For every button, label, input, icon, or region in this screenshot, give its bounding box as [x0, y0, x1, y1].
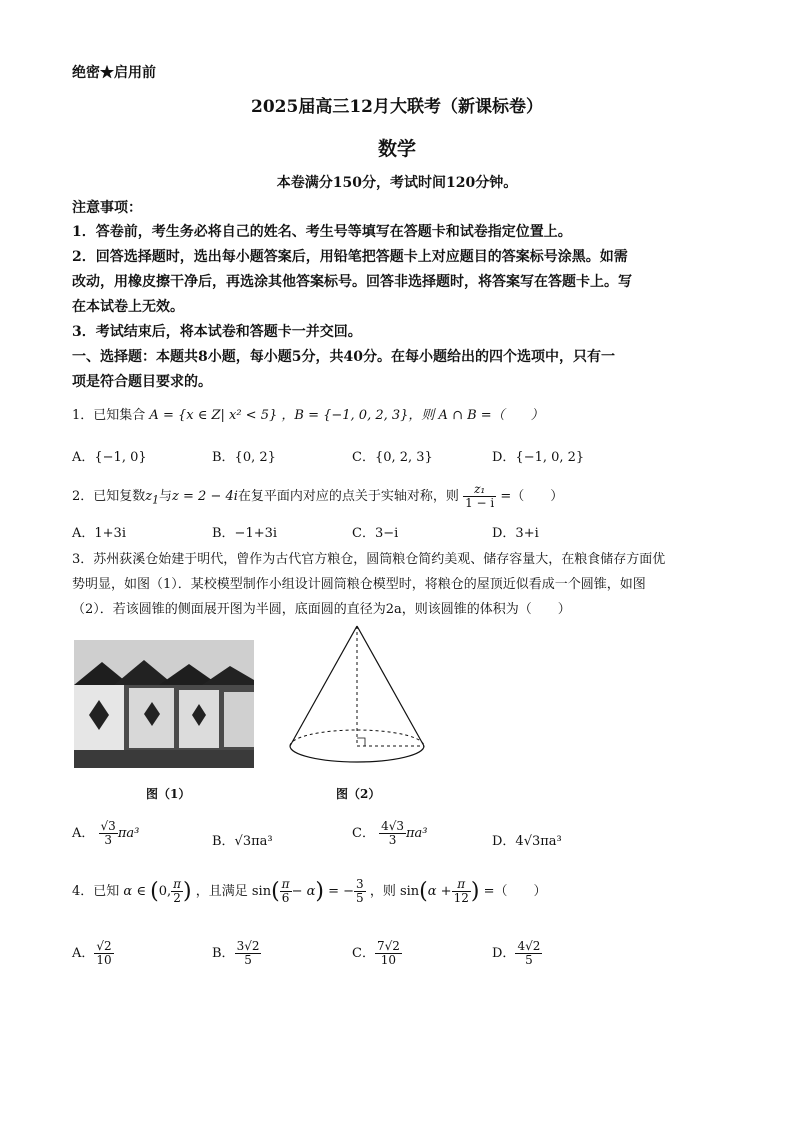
q2-equation: z = 2 − 4i [172, 489, 238, 505]
q4-end: =（ ） [483, 884, 547, 900]
q4-mid: ，且满足 sin [195, 884, 272, 900]
q2-frac-den: 1 − i [465, 496, 495, 511]
q3-option-c-tail: πa³ [406, 826, 428, 842]
q2-fraction [463, 483, 496, 510]
figure-2-caption: 图（2） [336, 787, 381, 801]
q3-option-a-tail: πa³ [117, 826, 140, 842]
q4-option-b-num: 3√2 [236, 939, 260, 953]
q4-option-a [72, 940, 114, 967]
q3-option-a-num: √3 [100, 819, 116, 833]
notice-line-3: 改动，用橡皮擦干净后，再选涂其他答案标号。回答非选择题时，将答案写在答题卡上。写 [72, 274, 632, 290]
q3-option-c-label: C． [352, 826, 375, 842]
q2-mid: 与 [159, 489, 173, 505]
q2-option-d: D．3+i [492, 526, 539, 541]
q4-interval-left: 0, [158, 884, 172, 900]
q4-option-c-num: 7√2 [376, 939, 400, 953]
q4-option-d-num: 4√2 [517, 939, 541, 953]
q3-option-c-num: 4√3 [381, 819, 405, 833]
q4-option-a-den: 10 [96, 953, 112, 968]
notice-line-4: 在本试卷上无效。 [72, 299, 184, 315]
q3-option-a-den: 3 [104, 833, 112, 848]
q2-z1: $z_1$ [145, 489, 160, 507]
q4-option-a-num: √2 [96, 939, 112, 953]
q2-prefix: 2．已知复数 [72, 489, 146, 505]
q4-p1-den: 6 [281, 891, 290, 906]
q1-option-c: C．{0, 2, 3} [352, 450, 433, 465]
q4-option-d-den: 5 [525, 953, 533, 968]
figure-1-caption: 图（1） [146, 787, 191, 801]
q3-option-d: D．4√3πa³ [492, 834, 562, 849]
question-1 [72, 404, 544, 423]
cone-diagram [284, 622, 434, 782]
q4-option-d-label: D． [492, 946, 516, 962]
q3-line-3: （2）．若该圆锥的侧面展开图为半圆，底面圆的直径为2a，则该圆锥的体积为（ ） [72, 602, 571, 617]
q3-option-a [72, 820, 139, 847]
q3-option-c [352, 820, 428, 847]
section1-line-2: 项是符合题目要求的。 [72, 374, 212, 390]
q1-option-a: A．{−1, 0} [72, 450, 147, 465]
q2-end: =（ ） [500, 489, 564, 505]
q3-option-c-den: 3 [388, 833, 397, 848]
q4-prefix: 4．已知 [72, 884, 120, 900]
secret-label: 绝密★启用前 [72, 65, 156, 81]
q4-p2-head: α + [427, 884, 452, 900]
q1-option-d: D．{−1, 0, 2} [492, 450, 585, 465]
notice-heading: 注意事项： [72, 200, 142, 216]
q4-alpha-in: α ∈ [123, 884, 146, 900]
q3-option-a-label: A． [72, 826, 95, 842]
q2-option-c: C．3−i [352, 526, 399, 541]
q2-tail: 在复平面内对应的点关于实轴对称，则 [237, 489, 459, 505]
q3-line-2: 势明显，如图（1）．某校模型制作小组设计圆筒粮仓模型时，将粮仓的屋顶近似看成一个圆锥，如图 [72, 577, 646, 592]
q4-option-b [212, 940, 261, 967]
q4-interval-num: π [173, 877, 181, 891]
q4-option-b-label: B． [212, 946, 235, 962]
notice-line-5: 3．考试结束后，将本试卷和答题卡一并交回。 [72, 324, 362, 340]
q1-set-a: A = {x ∈ Z| x² < 5} [149, 408, 278, 423]
q4-option-a-label: A． [72, 946, 95, 962]
granary-photo [74, 640, 254, 768]
question-2 [72, 483, 563, 510]
q4-option-c-den: 10 [380, 953, 397, 968]
score-info: 本卷满分150分，考试时间120分钟。 [276, 175, 518, 191]
q3-line-1: 3．苏州荻溪仓始建于明代，曾作为古代官方粮仓，圆筒粮仓简约美观、储存容量大，在粮食储存方面优 [72, 552, 666, 567]
notice-line-1: 1．答卷前，考生务必将自己的姓名、考生号等填写在答题卡和试卷指定位置上。 [72, 224, 572, 240]
q2-frac-num: z₁ [463, 483, 496, 497]
q2-option-b: B．−1+3i [212, 526, 278, 541]
q4-option-c-label: C． [352, 946, 375, 962]
q4-value-num: 3 [356, 877, 364, 891]
q4-option-c [352, 940, 402, 967]
q4-option-d [492, 940, 542, 967]
q4-interval-den: 2 [173, 891, 181, 906]
section1-line-1: 一、选择题：本题共8小题，每小题5分，共40分。在每小题给出的四个选项中，只有一 [72, 349, 615, 365]
notice-line-2: 2．回答选择题时，选出每小题答案后，用铅笔把答题卡上对应题目的答案标号涂黑。如需 [72, 249, 628, 265]
q4-value-den: 5 [356, 891, 364, 906]
subject-title: 数学 [377, 138, 416, 160]
q4-p2-num: π [452, 878, 471, 892]
q1-prefix: 1．已知集合 [72, 408, 146, 423]
q1-option-b: B．{0, 2} [212, 450, 276, 465]
q4-p1-num: π [281, 877, 290, 891]
q4-p1-tail: − α [291, 884, 316, 900]
q4-then: ，则 sin [369, 884, 420, 900]
q4-eq: = − [328, 884, 355, 900]
question-4: 4．已知 α ∈ (0, $\frac{\pi}{2}$ ) ，且满足 sin( $\frac{\pi}{6}$ − α) = − $\frac{3}{5}$ ，则 sin(α + $\frac{\pi}{12}$ ) =（ ） [72, 877, 547, 906]
q3-option-b: B．√3πa³ [212, 834, 273, 849]
q4-p2-den: 12 [453, 891, 469, 906]
q1-set-b: ，B = {−1, 0, 2, 3}，则 A ∩ B =（ ） [281, 408, 544, 423]
exam-title: 2025届高三12月大联考（新课标卷） [251, 97, 543, 117]
q2-option-a: A．1+3i [72, 526, 126, 541]
q4-option-b-den: 5 [244, 953, 252, 968]
